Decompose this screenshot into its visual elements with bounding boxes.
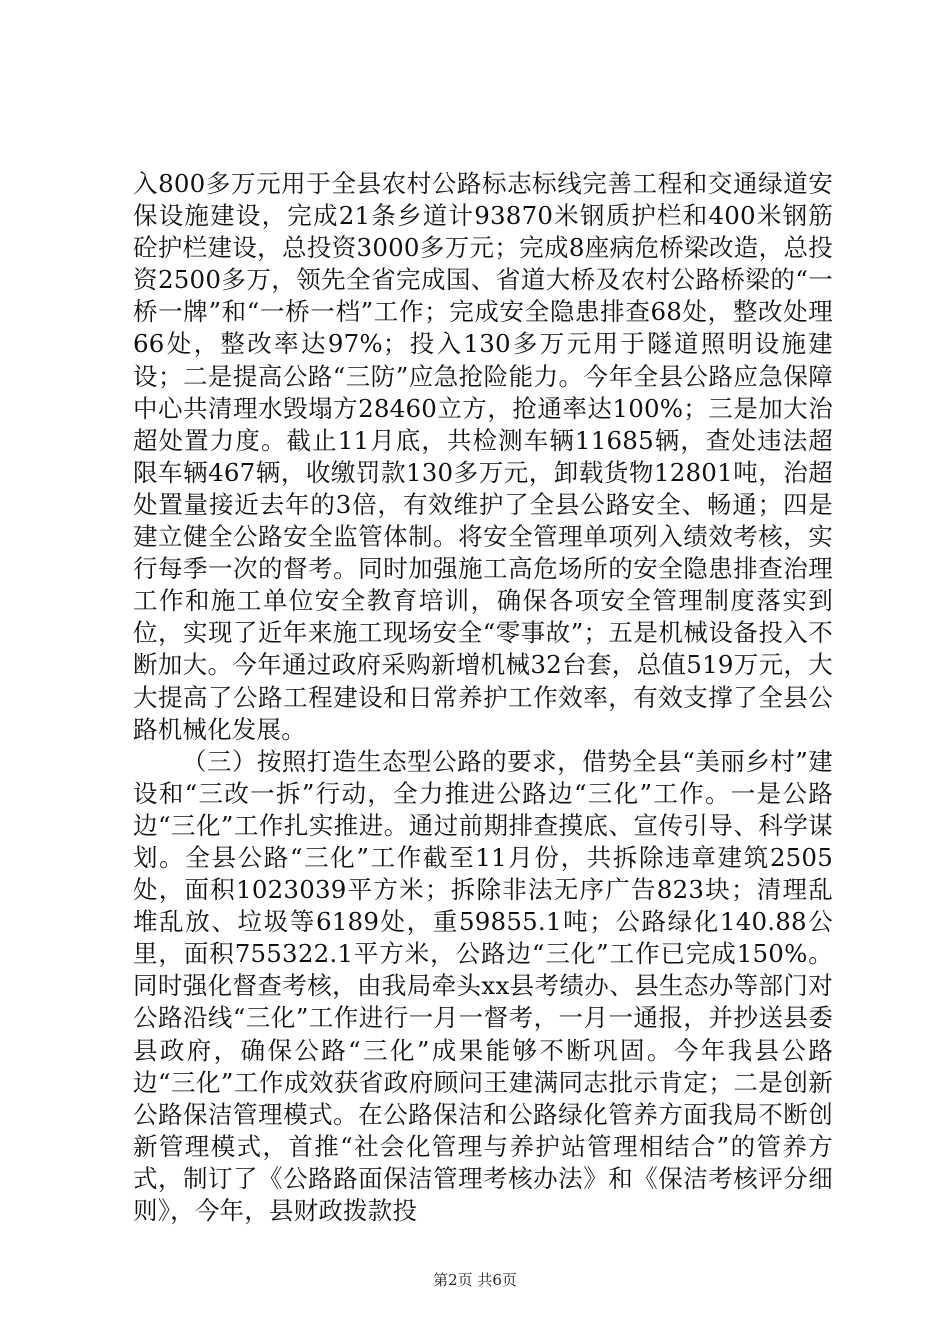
document-body xyxy=(133,168,833,1227)
page-number: 第2页 共6页 xyxy=(433,1271,517,1289)
paragraph-continuation: 入800多万元用于全县农村公路标志标线完善工程和交通绿道安保设施建设，完成21条乡道计93870米钢质护栏和400米钢筋砼护栏建设，总投资3000多万元；完成8座病危桥梁改造，总投资2500多万，领先全省完成国、省道大桥及农村公路桥梁的“一桥一牌”和“一桥一档”工作；完成安全隐患排查68处，整改处理66处，整改率达97%；投入130多万元用于隧道照明设施建设；二是提高公路“三防”应急抢险能力。今年全县公路应急保障中心共清理水毁塌方28460立方，抢通率达100%；三是加大治超处置力度。截止11月底，共检测车辆11685辆，查处违法超限车辆467辆，收缴罚款130多万元，卸载货物12801吨，治超处置量接近去年的3倍，有效维护了全县公路安全、畅通；四是建立健全公路安全监管体制。将安全管理单项列入绩效考核，实行每季一次的督考。同时加强施工高危场所的安全隐患排查治理工作和施工单位安全教育培训，确保各项安全管理制度落实到位，实现了近年来施工现场安全“零事故”；五是机械设备投入不断加大。今年通过政府采购新增机械32台套，总值519万元，大大提高了公路工程建设和日常养护工作效率，有效支撑了全县公路机械化发展。 xyxy=(133,169,833,744)
paragraph-section-three: （三）按照打造生态型公路的要求，借势全县“美丽乡村”建设和“三改一拆”行动，全力推进公路边“三化”工作。一是公路边“三化”工作扎实推进。通过前期排查摸底、宣传引导、科学谋划。全县公路“三化”工作截至11月份，共拆除违章建筑2505处，面积1023039平方米；拆除非法无序广告823块；清理乱堆乱放、垃圾等6189处，重59855.1吨；公路绿化140.88公里，面积755322.1平方米，公路边“三化”工作已完成150%。同时强化督查考核，由我局牵头xx县考绩办、县生态办等部门对公路沿线“三化”工作进行一月一督考，一月一通报，并抄送县委县政府，确保公路“三化”成果能够不断巩固。今年我县公路边“三化”工作成效获省政府顾问王建满同志批示肯定；二是创新公路保洁管理模式。在公路保洁和公路绿化管养方面我局不断创新管理模式，首推“社会化管理与养护站管理相结合”的管养方式，制订了《公路路面保洁管理考核办法》和《保洁考核评分细则》，今年，县财政拨款投 xyxy=(133,746,833,1225)
